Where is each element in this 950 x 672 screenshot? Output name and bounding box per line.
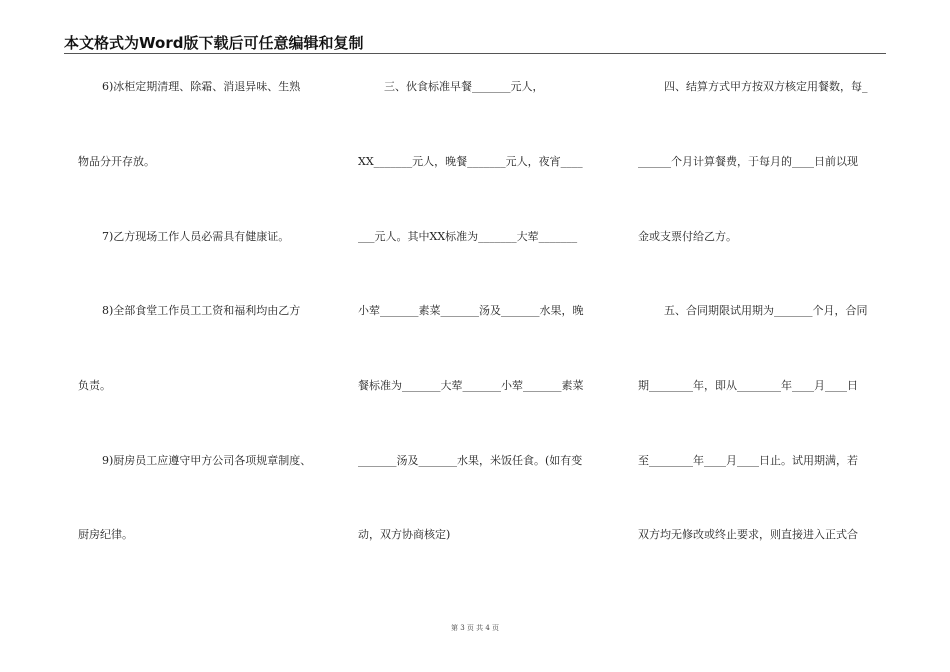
- paragraph-line: 双方均无修改或终止要求，则直接进入正式合: [638, 528, 858, 541]
- paragraph-line: 厨房纪律。: [78, 528, 133, 541]
- paragraph-line: 6)冰柜定期清理、除霜、消退异味、生熟: [102, 80, 301, 93]
- paragraph-line: _______汤及_______水果，米饭任食。(如有变: [358, 454, 583, 467]
- paragraph-line: 8)全部食堂工作员工工资和福利均由乙方: [102, 304, 301, 317]
- paragraph-line: 三、伙食标准早餐_______元人，: [384, 80, 544, 93]
- paragraph-line: 负责。: [78, 379, 111, 392]
- paragraph-line: 动，双方协商核定): [358, 528, 451, 541]
- paragraph-line: 四、结算方式甲方按双方核定用餐数，每_: [664, 80, 868, 93]
- paragraph-line: 9)厨房员工应遵守甲方公司各项规章制度、: [102, 454, 312, 467]
- paragraph-line: 物品分开存放。: [78, 155, 155, 168]
- paragraph-line: XX_______元人，晚餐_______元人，夜宵____: [358, 155, 583, 168]
- paragraph-line: 至________年____月____日止。试用期满，若: [638, 454, 858, 467]
- header-divider: [64, 53, 886, 54]
- paragraph-line: 期________年，即从________年____月____日: [638, 379, 858, 392]
- page-number: 第 3 页 共 4 页: [450, 624, 500, 632]
- paragraph-line: 7)乙方现场工作人员必需具有健康证。: [102, 230, 290, 243]
- paragraph-line: 餐标准为_______大荤_______小荤_______素菜: [358, 379, 584, 392]
- paragraph-line: 小荤_______素菜_______汤及_______水果，晚: [358, 304, 584, 317]
- paragraph-line: 五、合同期限试用期为_______个月，合同: [664, 304, 868, 317]
- paragraph-line: ______个月计算餐费，于每月的____日前以现: [638, 155, 858, 168]
- page-header-title: 本文格式为Word版下载后可任意编辑和复制: [64, 34, 364, 52]
- paragraph-line: 金或支票付给乙方。: [638, 230, 737, 243]
- paragraph-line: ___元人。其中XX标准为_______大荤_______: [358, 230, 578, 243]
